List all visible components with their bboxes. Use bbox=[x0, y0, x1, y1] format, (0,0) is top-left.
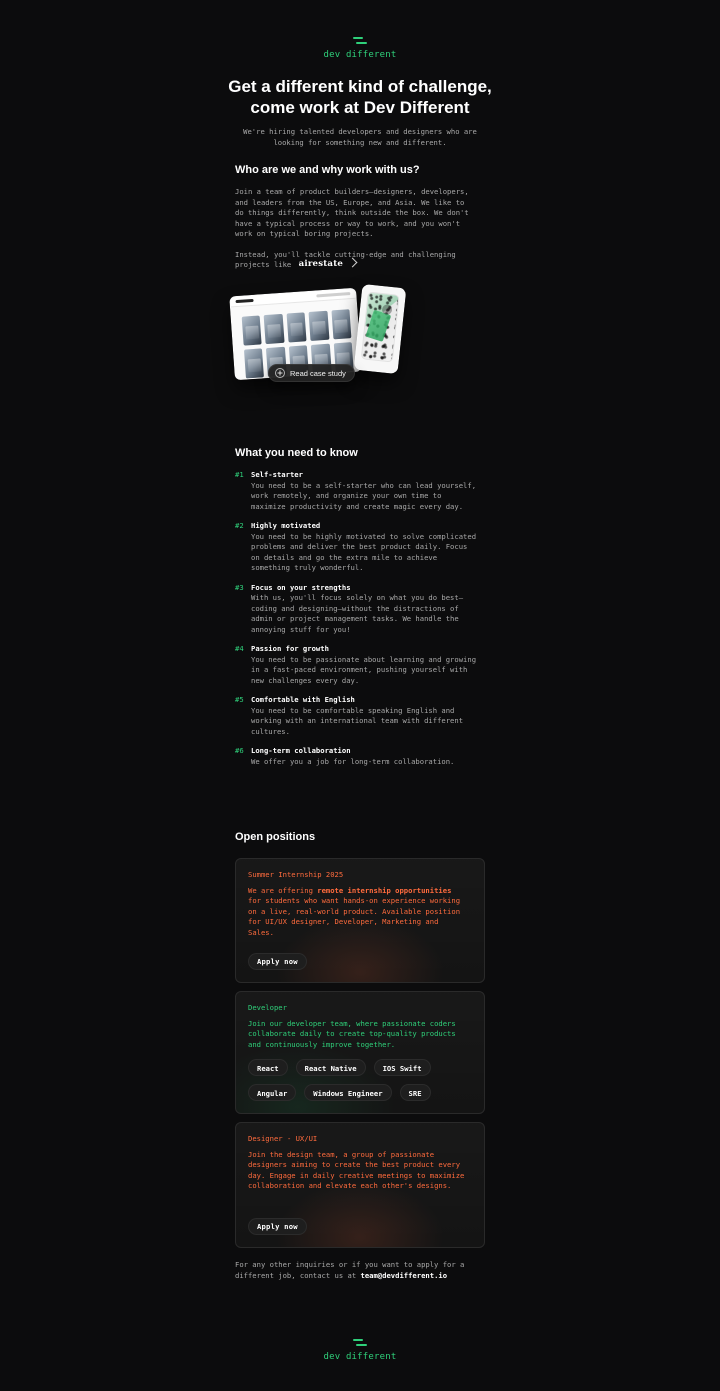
read-case-study-button[interactable] bbox=[268, 364, 355, 382]
tech-chips bbox=[248, 1059, 472, 1101]
about-paragraph-2 bbox=[235, 250, 485, 271]
need-title: Long-term collaboration bbox=[251, 746, 351, 755]
listing-thumbnail bbox=[264, 314, 284, 344]
apply-now-button[interactable]: Apply now bbox=[248, 953, 307, 970]
about-p1-line: Join a team of product builders—designers, developers, bbox=[235, 187, 469, 196]
about-p2-prefix: projects like bbox=[235, 260, 292, 269]
need-body bbox=[251, 521, 485, 574]
hero-subtitle bbox=[225, 127, 495, 148]
about-p1-line: work on typical boring projects. bbox=[235, 229, 374, 238]
need-item bbox=[235, 695, 485, 737]
position-desc-line: for students who want hands-on experience working bbox=[248, 896, 461, 905]
need-heading: What you need to know bbox=[235, 447, 358, 459]
external-arrow-icon bbox=[348, 258, 358, 268]
need-number: #3 bbox=[235, 582, 244, 592]
need-body bbox=[251, 695, 485, 737]
position-card-designer bbox=[235, 1122, 485, 1248]
desktop-preview-topbar bbox=[230, 289, 355, 308]
position-card-internship bbox=[235, 858, 485, 983]
need-desc-line: coding and designing—without the distractions of bbox=[251, 603, 459, 613]
positions-section bbox=[235, 830, 485, 1248]
need-desc-line: With us, you'll focus solely on what you do best— bbox=[251, 593, 464, 602]
need-desc-line: maximize productivity and create magic every day. bbox=[251, 501, 464, 511]
position-title: Developer bbox=[248, 1003, 287, 1012]
positions-heading: Open positions bbox=[235, 831, 316, 843]
logo-text: dev different bbox=[323, 50, 397, 60]
need-desc-line: You need to be a self-starter who can lead yourself, bbox=[251, 480, 477, 490]
need-body bbox=[251, 583, 485, 636]
position-desc-line: Join the design team, a group of passionate bbox=[248, 1149, 435, 1159]
need-desc bbox=[251, 706, 485, 738]
contact-prefix: different job, contact us at bbox=[235, 1270, 357, 1280]
about-paragraph-1 bbox=[235, 187, 485, 240]
position-desc-line: Sales. bbox=[248, 927, 274, 937]
position-desc-line: and continuously improve together. bbox=[248, 1039, 396, 1049]
listing-thumbnail bbox=[309, 311, 329, 341]
about-heading: Who are we and why work with us? bbox=[235, 164, 420, 176]
need-title: Focus on your strengths bbox=[251, 582, 351, 592]
position-desc-line: on a live, real-world product. Available position bbox=[248, 906, 461, 916]
chip-react-native[interactable]: React Native bbox=[296, 1059, 366, 1076]
hero-title bbox=[100, 76, 620, 118]
contact-email-link[interactable]: team@devdifferent.io bbox=[360, 1270, 448, 1280]
footer-logo bbox=[0, 1338, 720, 1362]
need-desc-line: new challenges every day. bbox=[251, 675, 360, 685]
logo bbox=[0, 36, 720, 60]
position-desc-line: day. Engage in daily creative meetings to maximize bbox=[248, 1170, 465, 1180]
position-description bbox=[248, 1019, 472, 1051]
hero-title-line-2: come work at Dev Different bbox=[250, 98, 470, 117]
need-desc-line: cultures. bbox=[251, 726, 290, 736]
double-line-logo-icon bbox=[353, 36, 367, 46]
about-p2-line-2 bbox=[235, 260, 485, 271]
position-title: Designer - UX/UI bbox=[248, 1134, 318, 1143]
contact-line-2 bbox=[235, 1271, 495, 1282]
position-desc-line: designers aiming to create the best product every bbox=[248, 1160, 461, 1169]
need-number: #6 bbox=[235, 746, 244, 755]
need-desc bbox=[251, 757, 485, 768]
position-desc-line: collaboration and elevate each other's designs. bbox=[248, 1181, 452, 1190]
listing-thumbnail bbox=[244, 348, 264, 378]
position-card-developer bbox=[235, 991, 485, 1114]
need-item bbox=[235, 470, 485, 512]
need-desc bbox=[251, 655, 485, 687]
contact-line-1: For any other inquiries or if you want to apply for a bbox=[235, 1260, 465, 1269]
need-desc bbox=[251, 532, 485, 574]
chip-ios-swift[interactable]: IOS Swift bbox=[374, 1059, 431, 1076]
need-desc-line: something truly wonderful. bbox=[251, 563, 364, 572]
need-item bbox=[235, 521, 485, 574]
map-preview bbox=[361, 292, 400, 363]
need-item bbox=[235, 746, 485, 767]
need-number: #5 bbox=[235, 695, 244, 704]
need-number: #1 bbox=[235, 470, 244, 479]
double-line-logo-icon bbox=[353, 1338, 367, 1348]
need-title: Comfortable with English bbox=[251, 695, 355, 704]
position-description bbox=[248, 886, 472, 939]
need-number: #4 bbox=[235, 644, 244, 653]
need-section bbox=[235, 446, 485, 767]
need-desc-line: problems and deliver the best product daily. Focus bbox=[251, 542, 468, 551]
mini-nav bbox=[316, 292, 350, 297]
need-title: Highly motivated bbox=[251, 521, 321, 530]
need-title: Passion for growth bbox=[251, 644, 329, 653]
need-desc-line: You need to be highly motivated to solve complicated bbox=[251, 531, 477, 541]
need-title: Self-starter bbox=[251, 470, 303, 479]
hero-subtitle-line-2: looking for something new and different. bbox=[273, 137, 447, 147]
about-section bbox=[235, 163, 485, 271]
mobile-preview-card bbox=[354, 284, 407, 374]
footer bbox=[0, 1338, 720, 1362]
chip-sre[interactable]: SRE bbox=[400, 1084, 431, 1101]
need-desc-line: on details and go the extra mile to achieve bbox=[251, 552, 438, 562]
position-desc-part: We are offering bbox=[248, 885, 318, 895]
position-desc-line: Join our developer team, where passionate coders bbox=[248, 1018, 456, 1028]
need-item bbox=[235, 644, 485, 686]
need-desc-line: admin or project management tasks. We handle the bbox=[251, 614, 459, 623]
need-body bbox=[251, 644, 485, 686]
chip-windows-engineer[interactable]: Windows Engineer bbox=[304, 1084, 391, 1101]
position-desc-line: for UI/UX designer, Developer, Marketing and bbox=[248, 917, 439, 926]
need-number: #2 bbox=[235, 521, 244, 530]
need-desc bbox=[251, 593, 485, 635]
about-p1-line: have a typical process or way to work, and you won't bbox=[235, 218, 461, 228]
need-desc-line: You need to be passionate about learning and growing bbox=[251, 654, 477, 664]
airestate-logo[interactable]: airestate bbox=[298, 259, 344, 269]
position-desc-line: collaborate daily to create top-quality products bbox=[248, 1029, 456, 1038]
need-desc-line: in a fast-paced environment, pushing yourself with bbox=[251, 665, 468, 674]
plus-circle-icon bbox=[275, 368, 285, 378]
need-item bbox=[235, 583, 485, 636]
contact-text bbox=[235, 1260, 495, 1281]
need-body bbox=[251, 746, 485, 767]
case-study-preview[interactable] bbox=[230, 284, 420, 394]
need-desc-line: You need to be comfortable speaking English and bbox=[251, 705, 455, 715]
footer-logo-text: dev different bbox=[323, 1352, 397, 1362]
about-p1-line: do things differently, think outside the box. We don't bbox=[235, 208, 469, 217]
chip-react[interactable]: React bbox=[248, 1059, 288, 1076]
listing-thumbnail bbox=[286, 312, 306, 342]
read-case-study-label: Read case study bbox=[290, 368, 346, 378]
position-desc-emphasis: remote internship opportunities bbox=[317, 885, 452, 895]
listing-thumbnail bbox=[242, 315, 262, 345]
need-body bbox=[251, 470, 485, 512]
header bbox=[0, 36, 720, 148]
need-list bbox=[235, 470, 485, 767]
need-desc bbox=[251, 481, 485, 513]
need-desc-line: working with an international team with different bbox=[251, 716, 464, 725]
position-title: Summer Internship 2025 bbox=[248, 870, 344, 879]
about-p2-line-1: Instead, you'll tackle cutting-edge and challenging bbox=[235, 249, 456, 259]
hero-title-line-1: Get a different kind of challenge, bbox=[228, 77, 492, 96]
about-p1-line: and leaders from the US, Europe, and Asia. We like to bbox=[235, 197, 465, 207]
apply-now-button[interactable]: Apply now bbox=[248, 1218, 307, 1235]
hero-subtitle-line-1: We're hiring talented developers and designers who are bbox=[243, 127, 477, 136]
position-description bbox=[248, 1150, 472, 1192]
chip-angular[interactable]: Angular bbox=[248, 1084, 296, 1101]
need-desc-line: work remotely, and organize your own time to bbox=[251, 491, 442, 500]
need-desc-line: We offer you a job for long-term collaboration. bbox=[251, 756, 455, 766]
listing-thumbnail bbox=[331, 309, 351, 339]
need-desc-line: annoying stuff for you! bbox=[251, 624, 351, 634]
mini-logo bbox=[235, 299, 253, 303]
position-desc-line bbox=[248, 886, 472, 897]
